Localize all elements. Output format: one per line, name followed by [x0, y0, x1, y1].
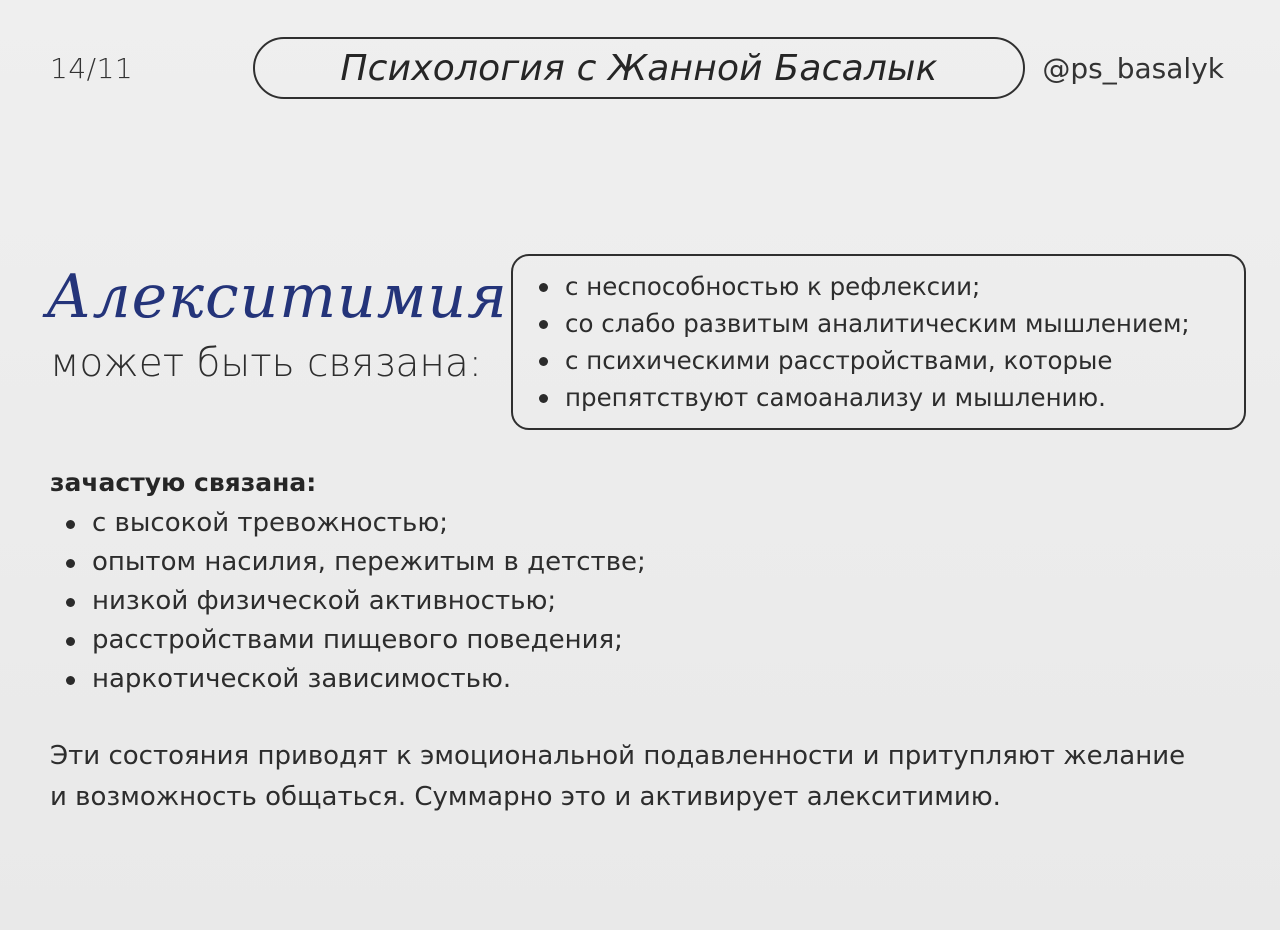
list-item-text: опытом насилия, пережитым в детстве;: [92, 547, 646, 577]
bullet-dot-icon: [66, 637, 75, 646]
list-item: [539, 379, 1244, 416]
list-item: [66, 504, 646, 543]
list-item-text: низкой физической активностью;: [92, 586, 557, 616]
conclusion-line-2: и возможность общаться. Суммарно это и активирует алекситимию.: [50, 782, 1001, 812]
bullet-dot-icon: [66, 598, 75, 607]
conclusion-line-1: Эти состояния приводят к эмоциональной подавленности и притупляют желание: [50, 741, 1186, 771]
bullet-dot-icon: [66, 520, 75, 529]
page-number: 14/11: [50, 52, 134, 85]
bullet-dot-icon: [66, 559, 75, 568]
list-item: [539, 268, 1244, 305]
author-handle: @ps_basalyk: [1042, 52, 1224, 85]
list-item: [66, 582, 646, 621]
list-item-text: наркотической зависимостью.: [92, 664, 512, 694]
term-heading: Алекситимия: [46, 262, 508, 332]
conclusion-paragraph: [50, 736, 1250, 818]
list-item: [66, 543, 646, 582]
term-subtitle: может быть связана:: [50, 341, 482, 386]
list-item-text: с психическими расстройствами, которые: [565, 346, 1113, 375]
list-item: [66, 660, 646, 699]
bullet-dot-icon: [539, 357, 548, 366]
list-item-text: со слабо развитым аналитическим мышлением;: [565, 309, 1190, 338]
list-item-text: с высокой тревожностью;: [92, 508, 449, 538]
bullet-dot-icon: [66, 676, 75, 685]
bullet-dot-icon: [539, 320, 548, 329]
associations-list: [539, 268, 1244, 416]
often-list: [66, 504, 646, 699]
bullet-dot-icon: [539, 394, 548, 403]
associations-box: [511, 254, 1246, 430]
bullet-dot-icon: [539, 283, 548, 292]
list-item-text: расстройствами пищевого поведения;: [92, 625, 623, 655]
often-heading: зачастую связана:: [50, 468, 317, 497]
list-item: [539, 305, 1244, 342]
list-item-text: с неспособностью к рефлексии;: [565, 272, 981, 301]
header-title: Психология с Жанной Басалык: [340, 47, 938, 89]
list-item-text: препятствуют самоанализу и мышлению.: [565, 383, 1106, 412]
list-item: [66, 621, 646, 660]
header-pill: [253, 37, 1025, 99]
often-list-container: [66, 504, 646, 699]
list-item: [539, 342, 1244, 379]
